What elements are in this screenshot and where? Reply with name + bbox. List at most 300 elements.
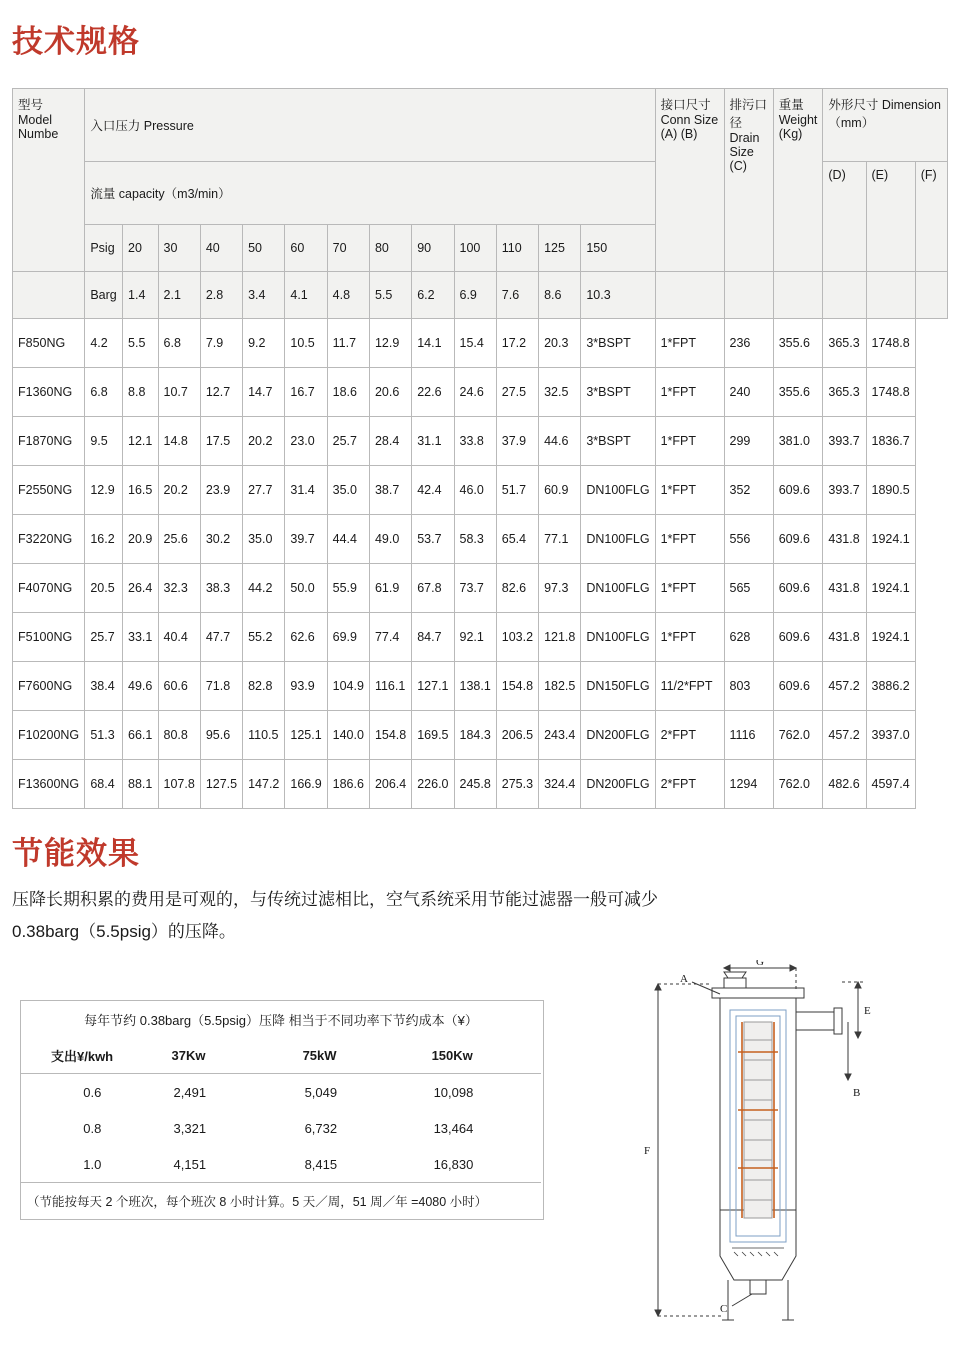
psig-value-6: 80 — [369, 225, 411, 272]
cost-header-150kw: 150Kw — [426, 1037, 541, 1074]
dimension-label-f: F — [644, 1145, 651, 1157]
psig-value-1: 30 — [158, 225, 200, 272]
cell-flow-5: 16.7 — [285, 368, 327, 417]
cell-flow-4: 110.5 — [243, 711, 285, 760]
table-row — [13, 417, 948, 466]
cell-flow-5: 23.0 — [285, 417, 327, 466]
header-dimension-line2: （mm） — [828, 116, 875, 130]
cell-model: F4070NG — [13, 564, 85, 613]
cell-flow-9: 46.0 — [454, 466, 496, 515]
cell-flow-5: 10.5 — [285, 319, 327, 368]
cell-flow-5: 31.4 — [285, 466, 327, 515]
cell-dim-f: 3886.2 — [866, 662, 915, 711]
cell-flow-3: 71.8 — [200, 662, 242, 711]
cost-table-footnote-row — [21, 1183, 541, 1220]
cell-flow-5: 62.6 — [285, 613, 327, 662]
barg-value-0: 1.4 — [123, 272, 159, 319]
cell-model: F5100NG — [13, 613, 85, 662]
cost-table-caption-row — [21, 1001, 541, 1037]
psig-value-8: 100 — [454, 225, 496, 272]
cell-flow-6: 140.0 — [327, 711, 369, 760]
saving-paragraph — [12, 884, 932, 948]
cell-flow-1: 33.1 — [123, 613, 159, 662]
cell-dim-f: 4597.4 — [866, 760, 915, 809]
header-model-line1: 型号 — [18, 98, 44, 112]
dimension-label-c: C — [720, 1303, 728, 1315]
cell-flow-7: 206.4 — [369, 760, 411, 809]
cell-dim-e: 431.8 — [823, 564, 866, 613]
cost-cell-150kw: 10,098 — [433, 1084, 474, 1100]
cell-flow-4: 9.2 — [243, 319, 285, 368]
cell-flow-10: 17.2 — [496, 319, 538, 368]
cost-cell-37kw: 4,151 — [173, 1156, 207, 1172]
cost-header-37kw: 37Kw — [164, 1037, 295, 1074]
cost-cell-150kw: 13,464 — [433, 1120, 474, 1136]
cell-flow-6: 11.7 — [327, 319, 369, 368]
cell-flow-6: 69.9 — [327, 613, 369, 662]
cell-drain: 1*FPT — [655, 613, 724, 662]
cell-flow-8: 22.6 — [412, 368, 454, 417]
cell-drain: 1*FPT — [655, 417, 724, 466]
cell-flow-2: 20.2 — [158, 466, 200, 515]
cell-dim-e: 457.2 — [823, 711, 866, 760]
header-weight — [773, 89, 823, 272]
barg-blank-weight — [773, 272, 823, 319]
dimension-label-a: A — [680, 973, 688, 985]
cell-flow-3: 12.7 — [200, 368, 242, 417]
cell-weight: 240 — [724, 368, 773, 417]
cell-flow-1: 88.1 — [123, 760, 159, 809]
table-row — [13, 319, 948, 368]
cell-model: F1360NG — [13, 368, 85, 417]
cost-table-row — [21, 1146, 541, 1183]
table-row — [13, 662, 948, 711]
header-pressure: 入口压力 Pressure — [85, 89, 655, 162]
cell-flow-0: 68.4 — [85, 760, 123, 809]
cell-flow-11: 324.4 — [539, 760, 581, 809]
cell-flow-8: 53.7 — [412, 515, 454, 564]
cost-cell-75kw: 8,415 — [304, 1156, 338, 1172]
cell-flow-5: 50.0 — [285, 564, 327, 613]
cell-flow-9: 24.6 — [454, 368, 496, 417]
dimension-label-g: G — [756, 960, 764, 968]
cell-flow-3: 7.9 — [200, 319, 242, 368]
barg-blank-model — [13, 272, 85, 319]
cell-drain: 1*FPT — [655, 368, 724, 417]
header-drain-line1: 排污口 — [729, 98, 768, 112]
cell-flow-5: 93.9 — [285, 662, 327, 711]
cost-table-footnote: （节能按每天 2 个班次，每个班次 8 小时计算。5 天／周，51 周／年 =4080 小时） — [21, 1183, 541, 1220]
psig-value-3: 50 — [243, 225, 285, 272]
cell-flow-0: 9.5 — [85, 417, 123, 466]
cell-flow-10: 206.5 — [496, 711, 538, 760]
cell-dim-e: 393.7 — [823, 417, 866, 466]
cell-dim-d: 609.6 — [773, 613, 823, 662]
header-weight-line3: (Kg) — [778, 127, 803, 141]
psig-value-10: 125 — [539, 225, 581, 272]
cell-flow-3: 47.7 — [200, 613, 242, 662]
barg-blank-d — [823, 272, 866, 319]
cell-flow-11: 182.5 — [539, 662, 581, 711]
cell-flow-7: 116.1 — [369, 662, 411, 711]
cell-model: F2550NG — [13, 466, 85, 515]
cell-flow-2: 25.6 — [158, 515, 200, 564]
cell-flow-4: 20.2 — [243, 417, 285, 466]
cell-flow-3: 23.9 — [200, 466, 242, 515]
table-row — [13, 711, 948, 760]
cell-flow-2: 107.8 — [158, 760, 200, 809]
cell-dim-d: 381.0 — [773, 417, 823, 466]
filter-dimension-drawing — [620, 960, 950, 1340]
cost-cell-75kw: 6,732 — [304, 1120, 338, 1136]
cell-flow-7: 20.6 — [369, 368, 411, 417]
barg-value-5: 4.8 — [327, 272, 369, 319]
barg-value-11: 10.3 — [581, 272, 655, 319]
dimension-label-e: E — [864, 1005, 871, 1017]
header-model-line3: Numbe — [18, 127, 59, 141]
cell-flow-1: 5.5 — [123, 319, 159, 368]
cost-cell-rate: 1.0 — [83, 1156, 102, 1172]
cell-flow-6: 44.4 — [327, 515, 369, 564]
cell-flow-7: 154.8 — [369, 711, 411, 760]
header-weight-line1: 重量 — [778, 98, 804, 112]
cell-flow-11: 60.9 — [539, 466, 581, 515]
barg-value-7: 6.2 — [412, 272, 454, 319]
cell-flow-11: 44.6 — [539, 417, 581, 466]
cell-flow-4: 55.2 — [243, 613, 285, 662]
cell-flow-2: 32.3 — [158, 564, 200, 613]
cell-conn: DN100FLG — [581, 466, 655, 515]
cell-weight: 236 — [724, 319, 773, 368]
cell-flow-9: 184.3 — [454, 711, 496, 760]
cell-dim-f: 1924.1 — [866, 515, 915, 564]
psig-value-0: 20 — [123, 225, 159, 272]
cell-conn: 3*BSPT — [581, 368, 655, 417]
cell-flow-10: 37.9 — [496, 417, 538, 466]
cell-dim-f: 3937.0 — [866, 711, 915, 760]
cell-model: F3220NG — [13, 515, 85, 564]
cell-flow-7: 49.0 — [369, 515, 411, 564]
cell-drain: 1*FPT — [655, 515, 724, 564]
cell-flow-0: 16.2 — [85, 515, 123, 564]
cell-flow-9: 92.1 — [454, 613, 496, 662]
cell-flow-0: 4.2 — [85, 319, 123, 368]
cell-flow-10: 275.3 — [496, 760, 538, 809]
cell-dim-f: 1890.5 — [866, 466, 915, 515]
cell-flow-1: 66.1 — [123, 711, 159, 760]
header-drain-line5: (C) — [729, 159, 747, 173]
table-row — [13, 466, 948, 515]
cell-flow-11: 32.5 — [539, 368, 581, 417]
cell-flow-10: 65.4 — [496, 515, 538, 564]
cell-flow-11: 97.3 — [539, 564, 581, 613]
header-dimension-line1: 外形尺寸 Dimension — [828, 98, 941, 112]
spec-header-row-barg — [13, 272, 948, 319]
cell-drain: 1*FPT — [655, 319, 724, 368]
cell-flow-7: 77.4 — [369, 613, 411, 662]
cell-weight: 352 — [724, 466, 773, 515]
cost-cell-37kw: 2,491 — [173, 1084, 207, 1100]
barg-value-8: 6.9 — [454, 272, 496, 319]
cost-table-header-row — [21, 1037, 541, 1074]
cost-cell-37kw: 3,321 — [173, 1120, 207, 1136]
cell-flow-4: 147.2 — [243, 760, 285, 809]
cell-flow-7: 61.9 — [369, 564, 411, 613]
cell-dim-d: 609.6 — [773, 662, 823, 711]
cell-weight: 628 — [724, 613, 773, 662]
table-row — [13, 368, 948, 417]
spec-section-title: 技术规格 — [12, 24, 140, 59]
saving-paragraph-line1: 压降长期积累的费用是可观的，与传统过滤相比，空气系统采用节能过滤器一般可减少 — [12, 890, 658, 909]
cell-dim-e: 482.6 — [823, 760, 866, 809]
cell-flow-4: 14.7 — [243, 368, 285, 417]
barg-value-2: 2.8 — [200, 272, 242, 319]
cell-dim-f: 1748.8 — [866, 319, 915, 368]
cell-flow-9: 245.8 — [454, 760, 496, 809]
cost-header-75kw: 75kW — [295, 1037, 426, 1074]
cell-conn: DN200FLG — [581, 711, 655, 760]
cell-flow-2: 14.8 — [158, 417, 200, 466]
cost-table-container — [20, 1000, 544, 1220]
cell-flow-10: 27.5 — [496, 368, 538, 417]
cell-flow-0: 6.8 — [85, 368, 123, 417]
cell-flow-0: 51.3 — [85, 711, 123, 760]
psig-value-2: 40 — [200, 225, 242, 272]
cell-dim-d: 609.6 — [773, 564, 823, 613]
cell-flow-4: 27.7 — [243, 466, 285, 515]
cell-flow-3: 38.3 — [200, 564, 242, 613]
cell-flow-10: 154.8 — [496, 662, 538, 711]
cell-drain: 2*FPT — [655, 760, 724, 809]
cell-flow-2: 80.8 — [158, 711, 200, 760]
cell-flow-1: 49.6 — [123, 662, 159, 711]
cell-flow-1: 12.1 — [123, 417, 159, 466]
cell-flow-6: 186.6 — [327, 760, 369, 809]
cell-flow-6: 35.0 — [327, 466, 369, 515]
cell-flow-0: 20.5 — [85, 564, 123, 613]
cell-model: F850NG — [13, 319, 85, 368]
cell-flow-8: 67.8 — [412, 564, 454, 613]
unit-psig-label: Psig — [85, 225, 123, 272]
header-conn-line1: 接口尺寸 — [660, 98, 711, 112]
barg-value-10: 8.6 — [539, 272, 581, 319]
cell-conn: DN100FLG — [581, 613, 655, 662]
psig-value-4: 60 — [285, 225, 327, 272]
cell-drain: 1*FPT — [655, 466, 724, 515]
cell-conn: DN150FLG — [581, 662, 655, 711]
cell-flow-0: 25.7 — [85, 613, 123, 662]
cell-dim-e: 431.8 — [823, 515, 866, 564]
cell-flow-10: 82.6 — [496, 564, 538, 613]
cell-flow-9: 73.7 — [454, 564, 496, 613]
cell-flow-3: 127.5 — [200, 760, 242, 809]
cell-drain: 2*FPT — [655, 711, 724, 760]
header-model — [13, 89, 85, 272]
header-dim-f: (F) — [915, 162, 947, 272]
spec-header-row-1 — [13, 89, 948, 162]
header-dim-e: (E) — [866, 162, 915, 272]
cell-dim-f: 1924.1 — [866, 613, 915, 662]
cell-flow-7: 28.4 — [369, 417, 411, 466]
cell-dim-e: 365.3 — [823, 368, 866, 417]
cell-dim-d: 762.0 — [773, 711, 823, 760]
cell-conn: 3*BSPT — [581, 319, 655, 368]
header-conn-line2: Conn Size — [660, 113, 719, 127]
barg-blank-f — [915, 272, 947, 319]
psig-value-11: 150 — [581, 225, 655, 272]
cell-flow-7: 12.9 — [369, 319, 411, 368]
spec-table — [12, 88, 948, 809]
saving-paragraph-line2: 0.38barg（5.5psig）的压降。 — [12, 922, 236, 941]
psig-value-9: 110 — [496, 225, 538, 272]
barg-value-6: 5.5 — [369, 272, 411, 319]
header-drain-line2: 径 — [729, 116, 743, 130]
cell-flow-2: 40.4 — [158, 613, 200, 662]
table-row — [13, 613, 948, 662]
cell-flow-5: 125.1 — [285, 711, 327, 760]
cell-flow-5: 166.9 — [285, 760, 327, 809]
cost-cell-150kw: 16,830 — [433, 1156, 474, 1172]
cell-flow-1: 16.5 — [123, 466, 159, 515]
cell-flow-9: 58.3 — [454, 515, 496, 564]
cell-flow-0: 12.9 — [85, 466, 123, 515]
cell-flow-8: 127.1 — [412, 662, 454, 711]
header-conn-size — [655, 89, 724, 272]
cell-dim-d: 355.6 — [773, 368, 823, 417]
table-row — [13, 564, 948, 613]
header-drain-size — [724, 89, 773, 272]
cell-flow-8: 14.1 — [412, 319, 454, 368]
table-row — [13, 760, 948, 809]
barg-value-1: 2.1 — [158, 272, 200, 319]
cell-drain: 1*FPT — [655, 564, 724, 613]
barg-value-4: 4.1 — [285, 272, 327, 319]
cost-table-caption: 每年节约 0.38barg（5.5psig）压降 相当于不同功率下节约成本（¥） — [84, 1012, 478, 1028]
cell-flow-3: 17.5 — [200, 417, 242, 466]
cell-flow-2: 60.6 — [158, 662, 200, 711]
cell-flow-2: 6.8 — [158, 319, 200, 368]
cell-flow-11: 243.4 — [539, 711, 581, 760]
cell-model: F13600NG — [13, 760, 85, 809]
cell-flow-4: 44.2 — [243, 564, 285, 613]
cell-flow-3: 95.6 — [200, 711, 242, 760]
cost-cell-75kw: 5,049 — [304, 1084, 338, 1100]
cell-conn: DN200FLG — [581, 760, 655, 809]
cell-flow-2: 10.7 — [158, 368, 200, 417]
cell-weight: 299 — [724, 417, 773, 466]
header-dim-d: (D) — [823, 162, 866, 272]
header-weight-line2: Weight — [778, 113, 818, 127]
cell-dim-f: 1748.8 — [866, 368, 915, 417]
cost-cell-rate: 0.6 — [83, 1084, 102, 1100]
cell-dim-d: 762.0 — [773, 760, 823, 809]
cell-drain: 11/2*FPT — [655, 662, 724, 711]
cell-flow-9: 15.4 — [454, 319, 496, 368]
cell-flow-5: 39.7 — [285, 515, 327, 564]
cell-flow-8: 31.1 — [412, 417, 454, 466]
cell-flow-8: 169.5 — [412, 711, 454, 760]
cell-flow-4: 35.0 — [243, 515, 285, 564]
header-conn-line3: (A) (B) — [660, 127, 698, 141]
psig-value-5: 70 — [327, 225, 369, 272]
cell-flow-6: 104.9 — [327, 662, 369, 711]
header-drain-line3: Drain — [729, 131, 760, 145]
cell-flow-8: 42.4 — [412, 466, 454, 515]
cell-weight: 1294 — [724, 760, 773, 809]
cell-flow-4: 82.8 — [243, 662, 285, 711]
cell-dim-e: 393.7 — [823, 466, 866, 515]
cell-flow-10: 103.2 — [496, 613, 538, 662]
cell-flow-11: 77.1 — [539, 515, 581, 564]
cell-flow-11: 121.8 — [539, 613, 581, 662]
cell-dim-f: 1836.7 — [866, 417, 915, 466]
cell-flow-1: 8.8 — [123, 368, 159, 417]
cell-flow-3: 30.2 — [200, 515, 242, 564]
cell-flow-1: 20.9 — [123, 515, 159, 564]
barg-blank-conn — [655, 272, 724, 319]
cell-weight: 803 — [724, 662, 773, 711]
cell-flow-1: 26.4 — [123, 564, 159, 613]
cell-dim-e: 457.2 — [823, 662, 866, 711]
cell-flow-6: 18.6 — [327, 368, 369, 417]
barg-blank-e — [866, 272, 915, 319]
cell-flow-10: 51.7 — [496, 466, 538, 515]
dimension-label-b: B — [853, 1087, 861, 1099]
cell-conn: DN100FLG — [581, 564, 655, 613]
cell-weight: 565 — [724, 564, 773, 613]
cost-table-row — [21, 1074, 541, 1111]
cell-conn: DN100FLG — [581, 515, 655, 564]
cell-weight: 556 — [724, 515, 773, 564]
cost-table-row — [21, 1110, 541, 1146]
cell-flow-8: 226.0 — [412, 760, 454, 809]
cell-dim-e: 431.8 — [823, 613, 866, 662]
cell-model: F1870NG — [13, 417, 85, 466]
cell-flow-6: 25.7 — [327, 417, 369, 466]
cell-flow-9: 138.1 — [454, 662, 496, 711]
cell-flow-7: 38.7 — [369, 466, 411, 515]
cell-model: F7600NG — [13, 662, 85, 711]
barg-blank-drain — [724, 272, 773, 319]
cell-conn: 3*BSPT — [581, 417, 655, 466]
cost-table — [21, 1001, 541, 1219]
table-row — [13, 515, 948, 564]
cell-model: F10200NG — [13, 711, 85, 760]
header-flow-capacity: 流量 capacity（m3/min） — [85, 162, 655, 225]
psig-value-7: 90 — [412, 225, 454, 272]
cell-dim-f: 1924.1 — [866, 564, 915, 613]
header-dimension — [823, 89, 948, 162]
cell-dim-d: 609.6 — [773, 466, 823, 515]
cell-flow-11: 20.3 — [539, 319, 581, 368]
cost-header-rate: 支出¥/kwh — [21, 1037, 164, 1074]
cell-dim-d: 609.6 — [773, 515, 823, 564]
cell-flow-8: 84.7 — [412, 613, 454, 662]
spec-table-container — [12, 88, 948, 809]
filter-drawing-svg — [620, 960, 950, 1340]
cell-weight: 1116 — [724, 711, 773, 760]
barg-value-3: 3.4 — [243, 272, 285, 319]
cost-cell-rate: 0.8 — [83, 1120, 102, 1136]
saving-section-title: 节能效果 — [12, 836, 140, 871]
cell-dim-d: 355.6 — [773, 319, 823, 368]
cell-dim-e: 365.3 — [823, 319, 866, 368]
cell-flow-6: 55.9 — [327, 564, 369, 613]
cell-flow-0: 38.4 — [85, 662, 123, 711]
barg-value-9: 7.6 — [496, 272, 538, 319]
header-drain-line4: Size — [729, 145, 754, 159]
cell-flow-9: 33.8 — [454, 417, 496, 466]
